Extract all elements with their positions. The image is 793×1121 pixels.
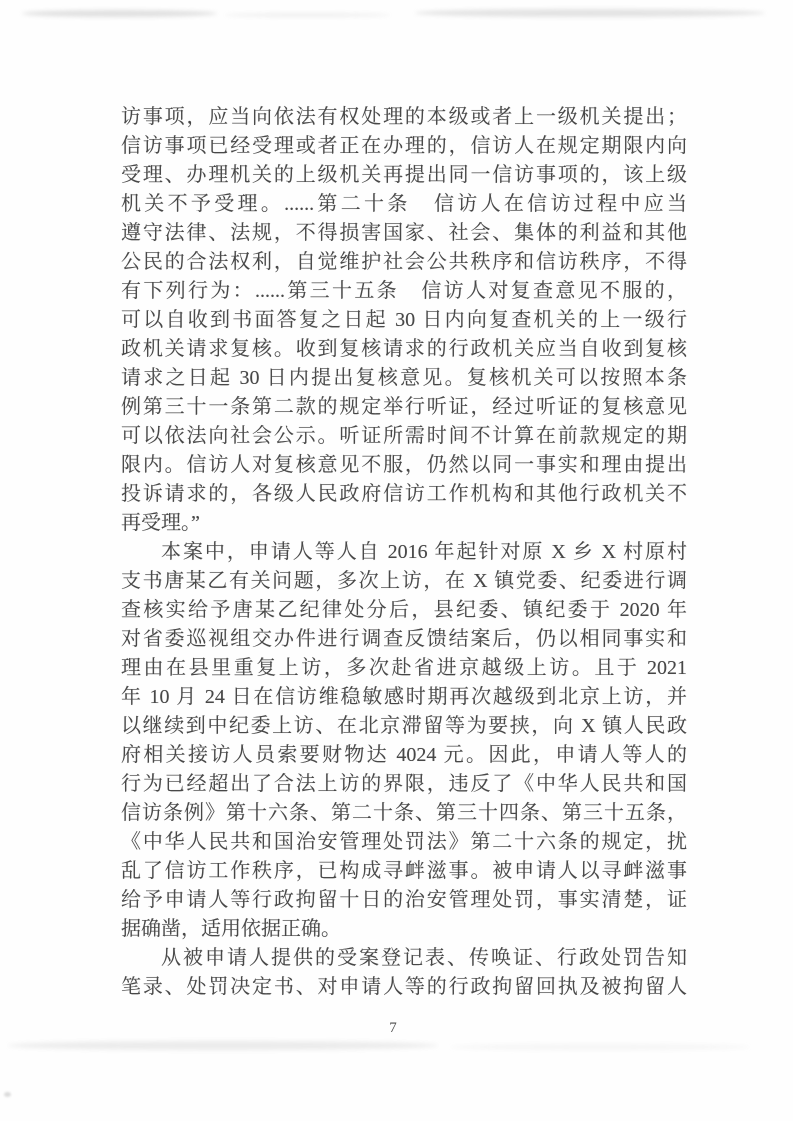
text-line: 信访事项已经受理或者正在办理的，信访人在规定期限内向: [121, 135, 687, 157]
text-line: 再受理。”: [121, 512, 200, 534]
page-number: 7: [389, 1020, 397, 1036]
text-line: 对省委巡视组交办件进行调查反馈结案后，仍以相同事实和: [121, 628, 687, 650]
text-line: 支书唐某乙有关问题，多次上访，在 X 镇党委、纪委进行调: [121, 570, 687, 592]
paragraph-regulation-quote: [121, 103, 687, 538]
text-line: 笔录、处罚决定书、对申请人等的行政拘留回执及被拘留人: [121, 976, 687, 998]
text-line: 可以自收到书面答复之日起 30 日内向复查机关的上一级行: [121, 309, 687, 331]
text-line: 府相关接访人员索要财物达 4024 元。因此，申请人等人的: [121, 744, 687, 766]
text-line: 理由在县里重复上访，多次赴省进京越级上访。且于 2021: [121, 657, 687, 679]
text-line: 从被申请人提供的受案登记表、传唤证、行政处罚告知: [161, 947, 687, 969]
text-line: 限内。信访人对复核意见不服，仍然以同一事实和理由提出: [121, 454, 687, 476]
scan-artifact-speck: [4, 1092, 11, 1097]
text-line: 《中华人民共和国治安管理处罚法》第二十六条的规定，扰: [121, 831, 687, 853]
text-line: 例第三十一条第二款的规定举行听证，经过听证的复核意见: [121, 396, 687, 418]
text-line: 本案中，申请人等人自 2016 年起针对原 X 乡 X 村原村: [161, 541, 687, 563]
paragraph-case-analysis: [121, 538, 687, 944]
text-line: 以继续到中纪委上访、在北京滞留等为要挟，向 X 镇人民政: [121, 715, 687, 737]
text-line: 可以依法向社会公示。听证所需时间不计算在前款规定的期: [121, 425, 687, 447]
text-line: 机关不予受理。......第二十条 信访人在信访过程中应当: [121, 193, 687, 215]
scan-artifact-top-middle: [225, 13, 390, 17]
text-line: 给予申请人等行政拘留十日的治安管理处罚，事实清楚，证: [121, 889, 687, 911]
text-line: 行为已经超出了合法上访的界限，违反了《中华人民共和国: [121, 773, 687, 795]
text-line: 信访条例》第十六条、第二十条、第三十四条、第三十五条，: [121, 802, 687, 824]
text-line: 年 10 月 24 日在信访维稳敏感时期再次越级到北京上访，并: [121, 686, 687, 708]
text-line: 投诉请求的，各级人民政府信访工作机构和其他行政机关不: [121, 483, 687, 505]
text-line: 受理、办理机关的上级机关再提出同一信访事项的，该上级: [121, 164, 687, 186]
scan-artifact-top-right: [415, 9, 765, 17]
paragraph-evidence: [121, 944, 687, 1002]
text-line: 查核实给予唐某乙纪律处分后，县纪委、镇纪委于 2020 年: [121, 599, 687, 621]
scan-artifact-top-left: [22, 10, 217, 17]
scan-artifact-bottom-right: [450, 1044, 750, 1050]
scan-artifact-bottom-left: [8, 1041, 438, 1050]
text-line: 遵守法律、法规，不得损害国家、社会、集体的利益和其他: [121, 222, 687, 244]
text-line: 请求之日起 30 日内提出复核意见。复核机关可以按照本条: [121, 367, 687, 389]
text-line: 访事项，应当向依法有权处理的本级或者上一级机关提出；: [121, 106, 687, 128]
text-line: 乱了信访工作秩序，已构成寻衅滋事。被申请人以寻衅滋事: [121, 860, 687, 882]
text-line: 有下列行为：......第三十五条 信访人对复查意见不服的，: [121, 280, 687, 302]
text-line: 政机关请求复核。收到复核请求的行政机关应当自收到复核: [121, 338, 687, 360]
document-body: [121, 103, 687, 1002]
text-line: 据确凿，适用依据正确。: [121, 918, 341, 940]
text-line: 公民的合法权利，自觉维护社会公共秩序和信访秩序，不得: [121, 251, 687, 273]
